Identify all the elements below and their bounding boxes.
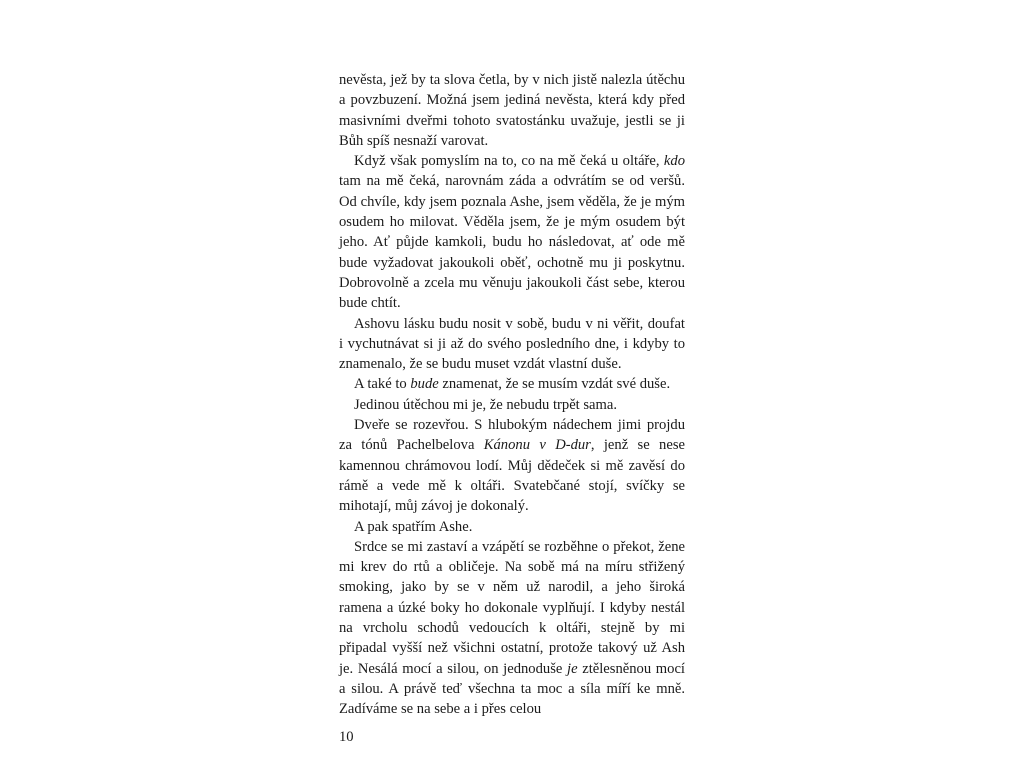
text-segment: A pak spatřím Ashe.	[354, 518, 473, 535]
paragraph	[339, 70, 685, 151]
italic-text: je	[567, 660, 578, 677]
text-segment: A také to	[354, 376, 411, 393]
paragraph	[339, 314, 685, 375]
italic-text: kdo	[663, 153, 685, 170]
text-segment: ztělesněnou mocí a silou. A právě teď všechna ta moc a síla míří ke mně. Zadíváme se na sebe a i přes celou	[339, 660, 685, 718]
text-segment: Když však pomyslím na to, co na mě čeká u oltáře,	[354, 153, 664, 170]
text-segment: znamenat, že se musím vzdát své duše.	[438, 376, 671, 393]
paragraph	[339, 395, 685, 415]
text-segment: Dveře se rozevřou. S hlubokým nádechem jimi projdu za tónů Pachelbelova	[339, 417, 685, 454]
paragraph	[339, 151, 685, 313]
body-text	[339, 70, 685, 720]
text-segment: tam na mě čeká, narovnám záda a odvrátím se od veršů. Od chvíle, kdy jsem poznala Ashe, jsem věděla, že je mým osudem ho milovat. Věděla jsem, že je mým osudem být jeho. Ať půjde kamkoli, budu ho následovat, ať ode mě bude vyžadovat jakoukoli oběť, ochotně mu ji poskytnu. Dobrovolně a zcela mu věnuju jakoukoli část sebe, kterou bude chtít.	[339, 173, 685, 312]
text-segment: Ashovu lásku budu nosit v sobě, budu v ni věřit, doufat i vychutnávat si ji až do svého posledního dne, i kdyby to znamenalo, že se budu muset vzdát vlastní duše.	[339, 315, 685, 373]
text-segment: Jedinou útěchou mi je, že nebudu trpět sama.	[354, 396, 618, 413]
italic-text: Kánonu v D-dur	[483, 437, 591, 454]
paragraph	[339, 374, 685, 394]
text-segment: , jenž se nese kamennou chrámovou lodí. Můj dědeček si mě zavěsí do rámě a vede mě k oltáři. Svatebčané stojí, svíčky se mihotají, můj závoj je dokonalý.	[339, 437, 685, 515]
page-number: 10	[339, 729, 354, 745]
paragraph	[339, 517, 685, 537]
text-segment: nevěsta, jež by ta slova četla, by v nich jistě nalezla útěchu a povzbuzení. Možná jsem jediná nevěsta, která kdy před masivními dveřmi tohoto svatostánku uvažuje, jestli se ji Bůh spíš nesnaží varovat.	[339, 72, 685, 149]
paragraph	[339, 537, 685, 720]
paragraph	[339, 415, 685, 516]
text-segment: Srdce se mi zastaví a vzápětí se rozběhne o překot, žene mi krev do rtů a obličeje. Na sobě má na míru střižený smoking, jako by se v něm už narodil, a jeho široká ramena a úzké boky ho dokonale vyplňují. I kdyby nestál na vrcholu schodů vedoucích k oltáři, stejně by mi připadal vyšší než všichni ostatní, protože takový už Ash je. Nesálá mocí a silou, on jednoduše	[339, 538, 685, 677]
italic-text: bude	[410, 376, 439, 393]
